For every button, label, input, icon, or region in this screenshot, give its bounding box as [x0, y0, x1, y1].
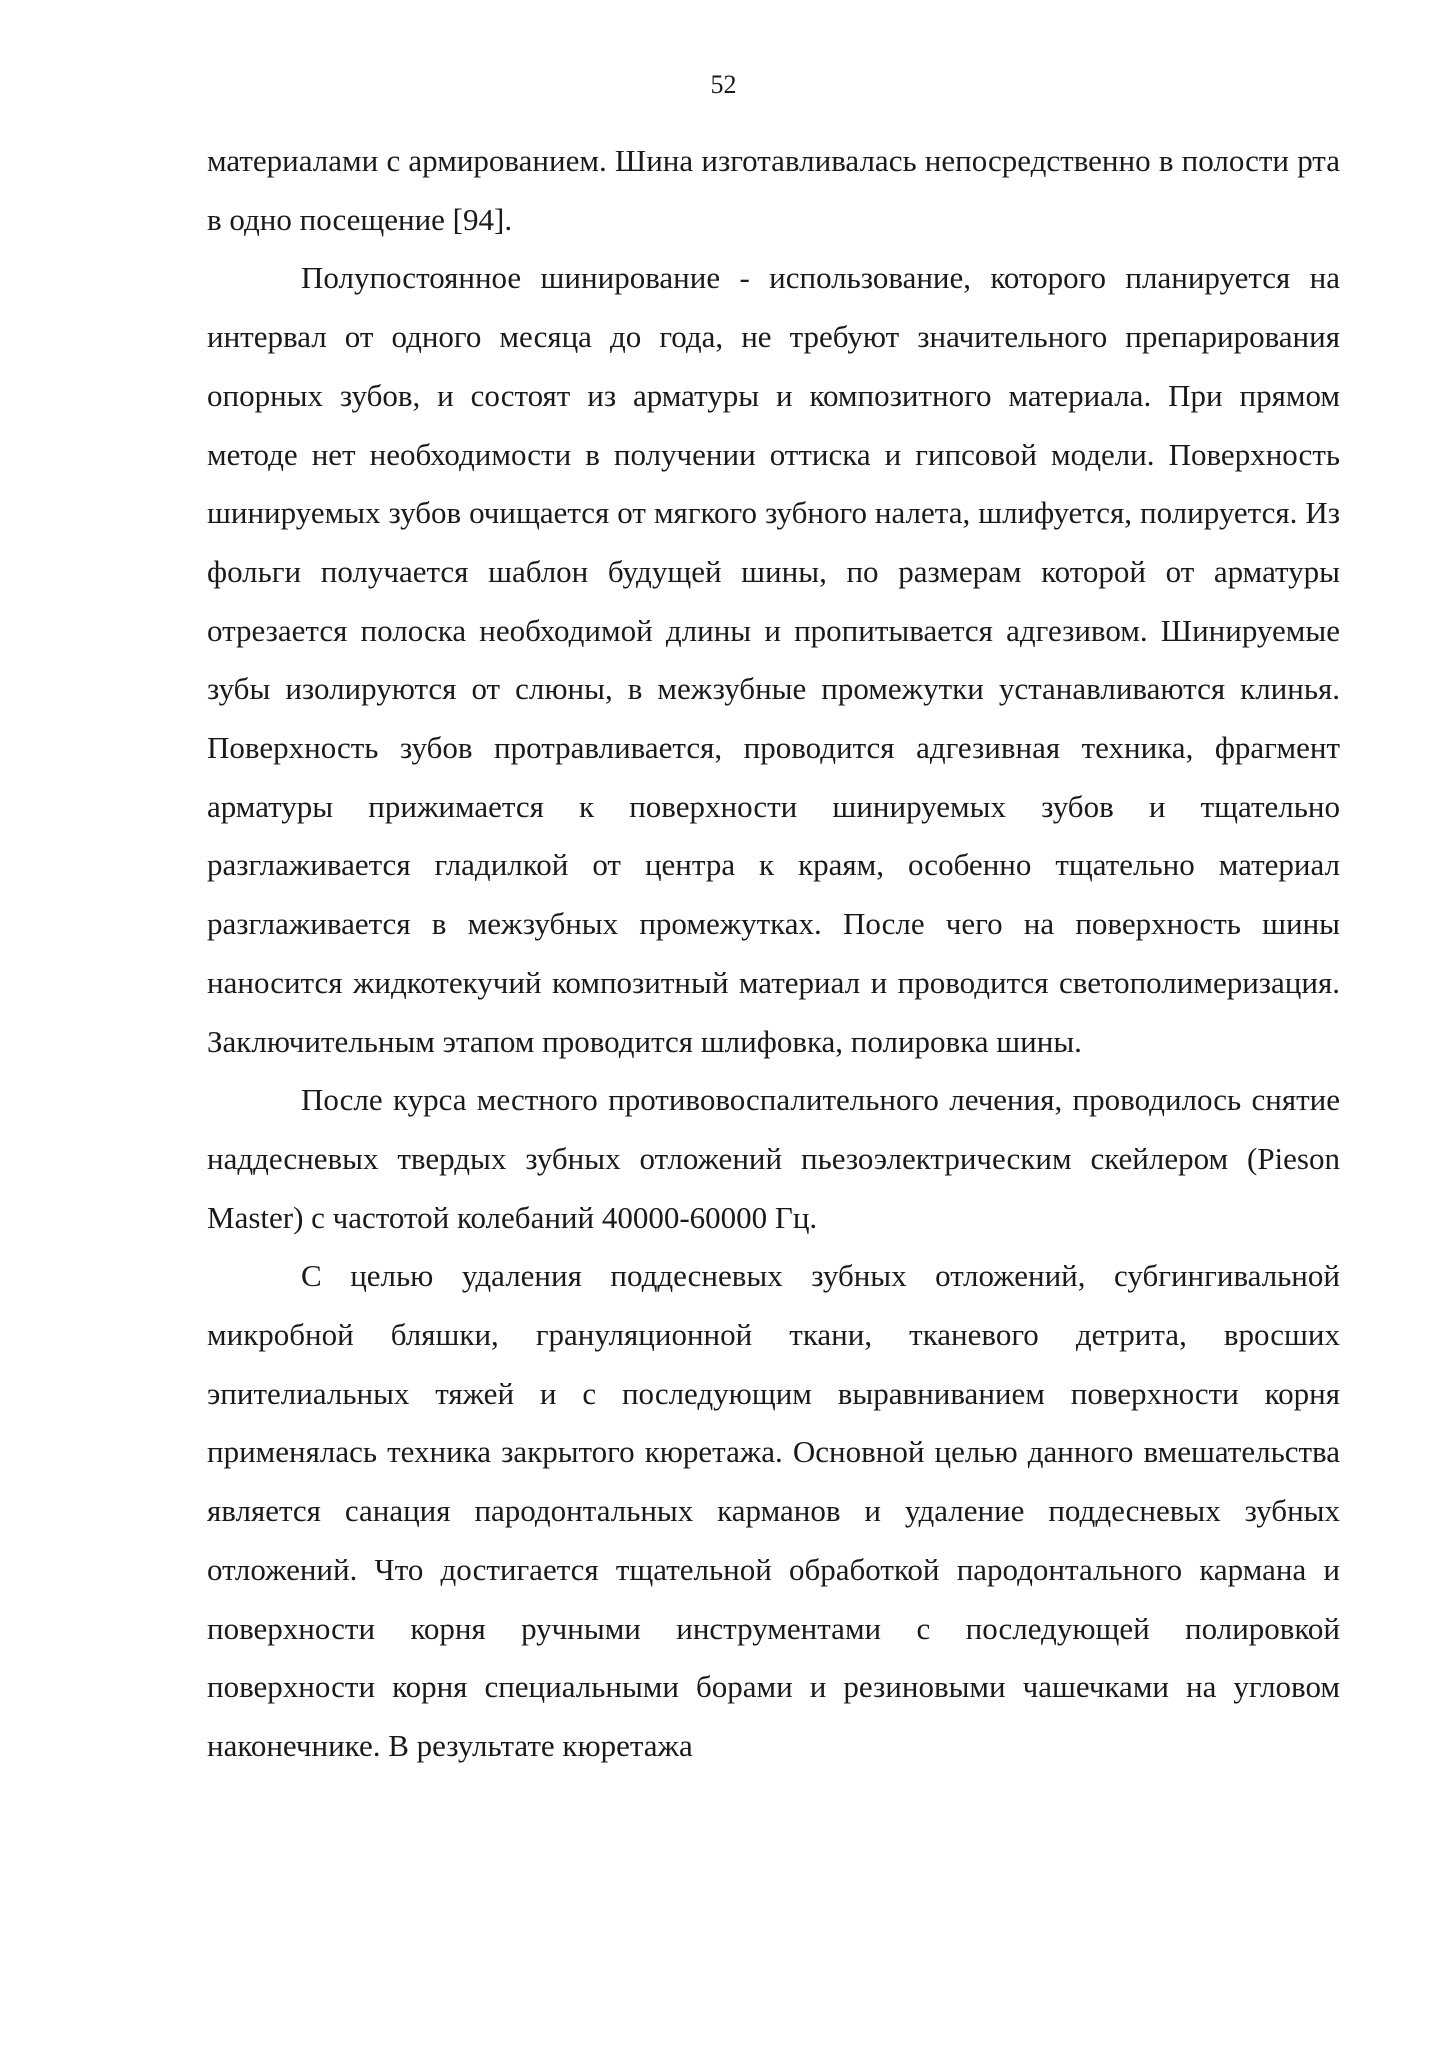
- page-number: 52: [710, 70, 737, 99]
- paragraph-continued: материалами с армированием. Шина изготавливалась непосредственно в полости рта в одно посещение [94].: [207, 143, 1340, 237]
- body-text: [207, 132, 1340, 1776]
- paragraph-curettage: С целью удаления поддесневых зубных отложений, субгингивальной микробной бляшки, грануляционной ткани, тканевого детрита, вросших эпителиальных тяжей и с последующим выравниванием поверхности корня применялась техника закрытого кюретажа. Основной целью данного вмешательства является санация пародонтальных карманов и удаление поддесневых зубных отложений. Что достигается тщательной обработкой пародонтального кармана и поверхности корня ручными инструментами с последующей полировкой поверхности корня специальными борами и резиновыми чашечками на угловом наконечнике. В результате кюретажа: [207, 1258, 1340, 1763]
- paragraph-semi-permanent-splinting: Полупостоянное шинирование - использование, которого планируется на интервал от одного месяца до года, не требуют значительного препарирования опорных зубов, и состоят из арматуры и композитного материала. При прямом методе нет необходимости в получении оттиска и гипсовой модели. Поверхность шинируемых зубов очищается от мягкого зубного налета, шлифуется, полируется. Из фольги получается шаблон будущей шины, по размерам которой от арматуры отрезается полоска необходимой длины и пропитывается адгезивом. Шинируемые зубы изолируются от слюны, в межзубные промежутки устанавливаются клинья. Поверхность зубов протравливается, проводится адгезивная техника, фрагмент арматуры прижимается к поверхности шинируемых зубов и тщательно разглаживается гладилкой от центра к краям, особенно тщательно материал разглаживается в межзубных промежутках. После чего на поверхность шины наносится жидкотекучий композитный материал и проводится светополимеризация. Заключительным этапом проводится шлифовка, полировка шины.: [207, 260, 1340, 1059]
- paragraph-scaling: После курса местного противовоспалительного лечения, проводилось снятие наддесневых твердых зубных отложений пьезоэлектрическим скейлером (Pieson Master) с частотой колебаний 40000-60000 Гц.: [207, 1082, 1340, 1235]
